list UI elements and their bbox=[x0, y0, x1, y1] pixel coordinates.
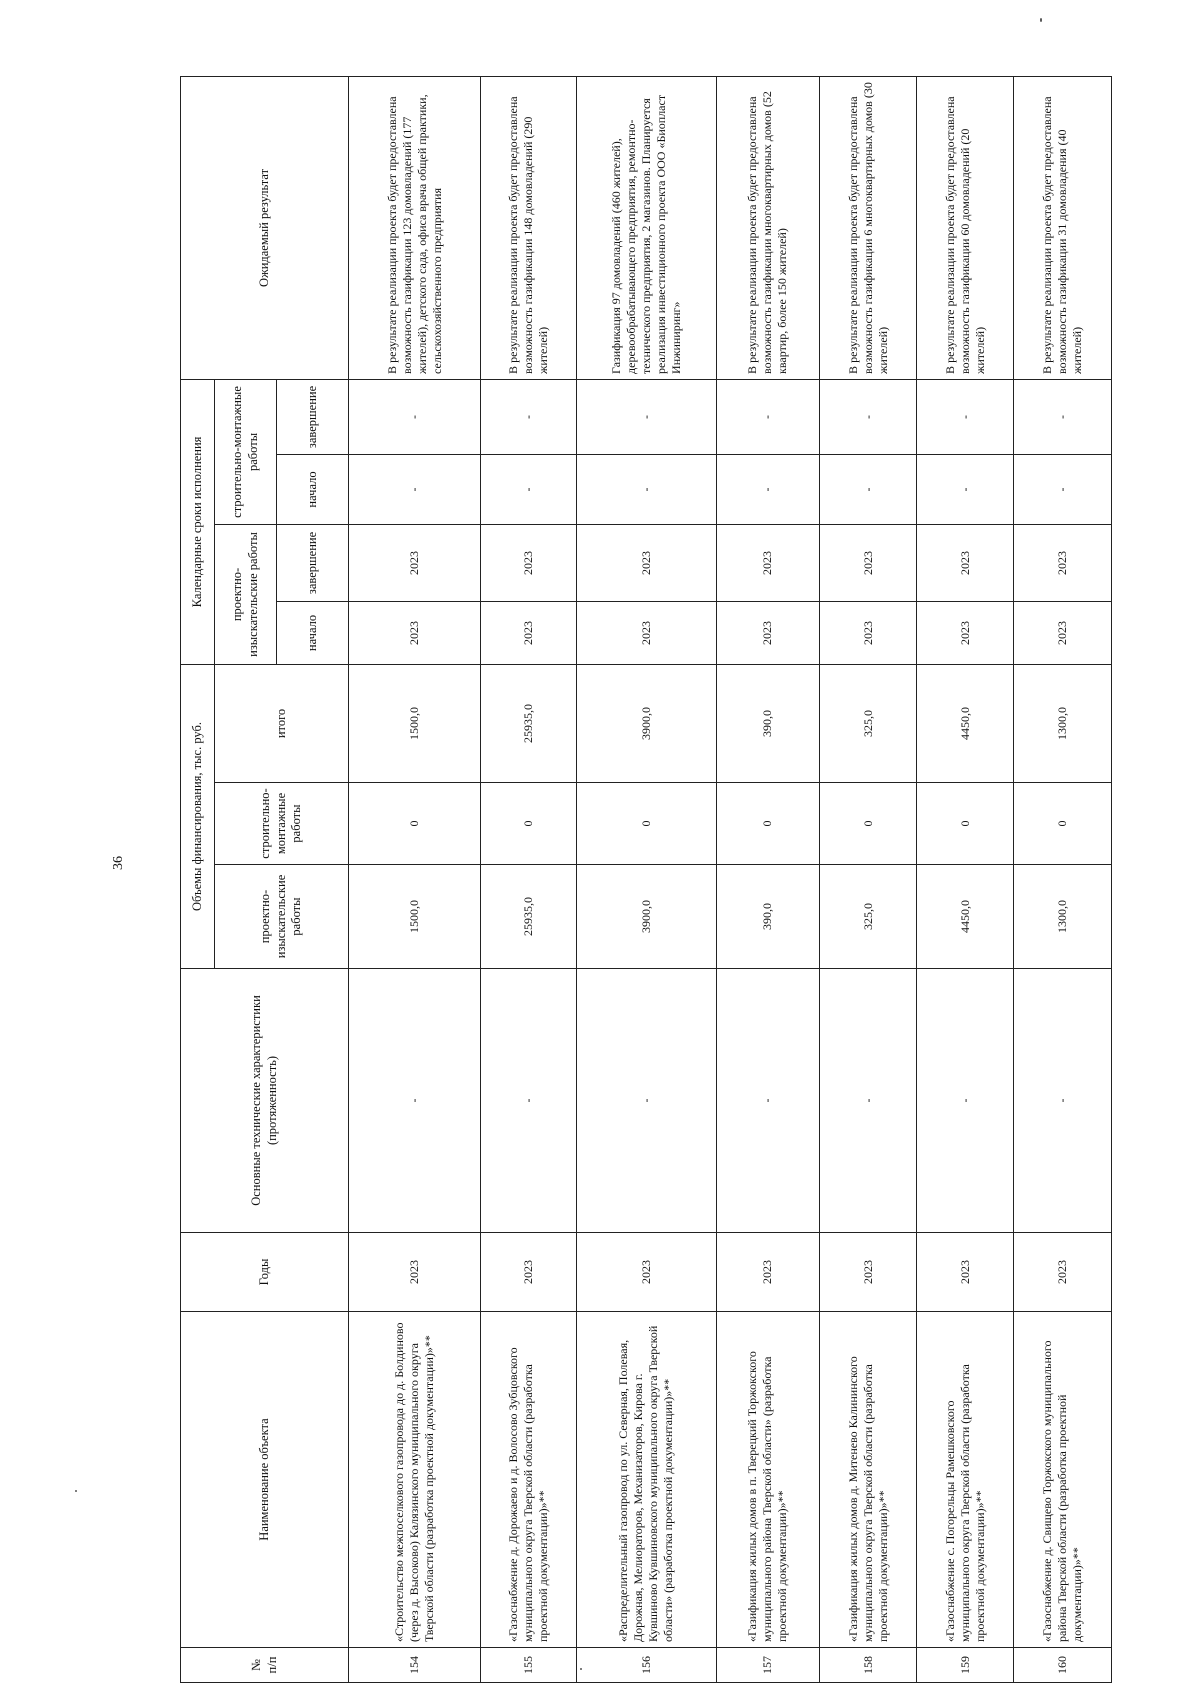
row-num: 160 bbox=[1014, 1648, 1112, 1683]
header-build-start: начало bbox=[277, 454, 349, 524]
row-tech: - bbox=[819, 969, 917, 1233]
row-build-end: - bbox=[716, 379, 819, 454]
row-build-end: - bbox=[1014, 379, 1112, 454]
header-tech: Основные технические характеристики (протяженность) bbox=[181, 969, 349, 1233]
row-num: 159 bbox=[917, 1648, 1014, 1683]
header-finance: Объемы финансирования, тыс. руб. bbox=[181, 664, 215, 968]
row-fin-design: 3900,0 bbox=[576, 865, 716, 969]
row-design-end: 2023 bbox=[481, 524, 577, 601]
object-name: «Распределительный газопровод по ул. Северная, Полевая, Дорожная, Мелиораторов, Механизаторов, Кирова г. Кувшиново Кувшиновского муниципального округа Тверской области» (разработка проектной документации)»** bbox=[576, 1312, 716, 1648]
header-name: Наименование объекта bbox=[181, 1312, 349, 1648]
row-build-start: - bbox=[917, 454, 1014, 524]
row-build-start: - bbox=[716, 454, 819, 524]
row-fin-design: 1300,0 bbox=[1014, 865, 1112, 969]
row-result: В результате реализации проекта будет предоставлена возможность газификации 148 домовладений (290 жителей) bbox=[481, 76, 577, 379]
row-tech: - bbox=[1014, 969, 1112, 1233]
row-fin-total: 325,0 bbox=[819, 664, 917, 782]
table-row bbox=[1014, 76, 1112, 1682]
object-name: «Газификация жилых домов д. Митенево Калининского муниципального округа Тверской области (разработка проектной документации)»** bbox=[819, 1312, 917, 1648]
row-build-end: - bbox=[819, 379, 917, 454]
row-year: 2023 bbox=[1014, 1233, 1112, 1312]
row-fin-build: 0 bbox=[349, 783, 481, 865]
row-tech: - bbox=[349, 969, 481, 1233]
row-fin-total: 1500,0 bbox=[349, 664, 481, 782]
header-fin-total: итого bbox=[215, 664, 349, 782]
row-tech: - bbox=[576, 969, 716, 1233]
row-fin-design: 390,0 bbox=[716, 865, 819, 969]
row-result: В результате реализации проекта будет предоставлена возможность газификации 6 многоквартирных домов (30 жителей) bbox=[819, 76, 917, 379]
row-year: 2023 bbox=[349, 1233, 481, 1312]
table-row bbox=[716, 76, 819, 1682]
row-year: 2023 bbox=[716, 1233, 819, 1312]
row-fin-build: 0 bbox=[917, 783, 1014, 865]
row-design-end: 2023 bbox=[716, 524, 819, 601]
row-num: 155 bbox=[481, 1648, 577, 1683]
row-result: В результате реализации проекта будет предоставлена возможность газификации 31 домовладения (40 жителей) bbox=[1014, 76, 1112, 379]
row-num: 154 bbox=[349, 1648, 481, 1683]
table-row bbox=[349, 76, 481, 1682]
scan-speck bbox=[1040, 18, 1042, 22]
rotated-page bbox=[180, 77, 1112, 1683]
row-fin-build: 0 bbox=[716, 783, 819, 865]
scan-speck bbox=[580, 1668, 582, 1670]
row-fin-design: 1500,0 bbox=[349, 865, 481, 969]
row-result: Газификация 97 домовладений (460 жителей), деревообрабатывающего предприятия, ремонтно-технического предприятия, 2 магазинов. Планируется реализация инвестиционного проекта ООО «Биопласт Инжиниринг» bbox=[576, 76, 716, 379]
page-number: 36 bbox=[111, 856, 126, 870]
row-build-end: - bbox=[576, 379, 716, 454]
header-dates-build: строительно-монтажные работы bbox=[215, 379, 277, 524]
row-design-start: 2023 bbox=[819, 601, 917, 664]
row-fin-design: 4450,0 bbox=[917, 865, 1014, 969]
table-header bbox=[181, 76, 349, 1682]
row-design-end: 2023 bbox=[349, 524, 481, 601]
row-fin-total: 1300,0 bbox=[1014, 664, 1112, 782]
header-build-end: завершение bbox=[277, 379, 349, 454]
object-name: «Газоснабжение д. Дорожаево и д. Волосово Зубцовского муниципального округа Тверской области (разработка проектной документации)»** bbox=[481, 1312, 577, 1648]
row-num: 158 bbox=[819, 1648, 917, 1683]
table-row bbox=[576, 76, 716, 1682]
row-design-end: 2023 bbox=[576, 524, 716, 601]
object-name: «Газификация жилых домов в п. Тверецкий Торжокского муниципального района Тверской области» (разработка проектной документации)»** bbox=[716, 1312, 819, 1648]
row-build-start: - bbox=[481, 454, 577, 524]
row-year: 2023 bbox=[576, 1233, 716, 1312]
row-design-end: 2023 bbox=[917, 524, 1014, 601]
table-row bbox=[819, 76, 917, 1682]
row-design-end: 2023 bbox=[819, 524, 917, 601]
row-tech: - bbox=[917, 969, 1014, 1233]
row-build-start: - bbox=[576, 454, 716, 524]
row-fin-design: 25935,0 bbox=[481, 865, 577, 969]
row-design-end: 2023 bbox=[1014, 524, 1112, 601]
row-tech: - bbox=[716, 969, 819, 1233]
row-year: 2023 bbox=[819, 1233, 917, 1312]
table-row bbox=[917, 76, 1014, 1682]
header-dates: Календарные сроки исполнения bbox=[181, 379, 215, 664]
header-num: № п/п bbox=[181, 1648, 349, 1683]
row-fin-build: 0 bbox=[819, 783, 917, 865]
objects-table bbox=[180, 76, 1112, 1683]
header-dates-design: проектно-изыскательские работы bbox=[215, 524, 277, 664]
row-fin-total: 25935,0 bbox=[481, 664, 577, 782]
row-year: 2023 bbox=[481, 1233, 577, 1312]
row-design-start: 2023 bbox=[349, 601, 481, 664]
row-design-start: 2023 bbox=[481, 601, 577, 664]
row-build-end: - bbox=[917, 379, 1014, 454]
object-name: «Газоснабжение с. Погорельцы Рамешковского муниципального округа Тверской области (разработка проектной документации)»** bbox=[917, 1312, 1014, 1648]
row-fin-build: 0 bbox=[576, 783, 716, 865]
row-result: В результате реализации проекта будет предоставлена возможность газификации 60 домовладений (20 жителей) bbox=[917, 76, 1014, 379]
header-fin-design: проектно-изыскательские работы bbox=[215, 865, 349, 969]
row-num: 157 bbox=[716, 1648, 819, 1683]
header-result: Ожидаемый результат bbox=[181, 76, 349, 379]
row-fin-total: 4450,0 bbox=[917, 664, 1014, 782]
row-tech: - bbox=[481, 969, 577, 1233]
row-build-end: - bbox=[481, 379, 577, 454]
header-design-start: начало bbox=[277, 601, 349, 664]
header-fin-build: строительно-монтажные работы bbox=[215, 783, 349, 865]
header-years: Годы bbox=[181, 1233, 349, 1312]
row-build-end: - bbox=[349, 379, 481, 454]
object-name: «Газоснабжение д. Свищево Торжокского муниципального района Тверской области (разработка проектной документации)»** bbox=[1014, 1312, 1112, 1648]
row-result: В результате реализации проекта будет предоставлена возможность газификации 123 домовладений (177 жителей), детского сада, офиса врача общей практики, сельскохозяйственного предприятия bbox=[349, 76, 481, 379]
row-fin-design: 325,0 bbox=[819, 865, 917, 969]
row-design-start: 2023 bbox=[1014, 601, 1112, 664]
row-build-start: - bbox=[819, 454, 917, 524]
header-design-end: завершение bbox=[277, 524, 349, 601]
row-fin-total: 390,0 bbox=[716, 664, 819, 782]
row-year: 2023 bbox=[917, 1233, 1014, 1312]
row-result: В результате реализации проекта будет предоставлена возможность газификации многоквартирных домов (52 квартир, более 150 жителей) bbox=[716, 76, 819, 379]
row-design-start: 2023 bbox=[917, 601, 1014, 664]
row-num: 156 bbox=[576, 1648, 716, 1683]
row-build-start: - bbox=[349, 454, 481, 524]
row-fin-total: 3900,0 bbox=[576, 664, 716, 782]
table-row bbox=[481, 76, 577, 1682]
row-fin-build: 0 bbox=[481, 783, 577, 865]
object-name: «Строительство межпоселкового газопровода до д. Болдиново (через д. Высоково) Калязинского муниципального округа Тверской области (разработка проектной документации)»** bbox=[349, 1312, 481, 1648]
scan-speck bbox=[75, 1490, 77, 1492]
row-design-start: 2023 bbox=[716, 601, 819, 664]
row-design-start: 2023 bbox=[576, 601, 716, 664]
row-build-start: - bbox=[1014, 454, 1112, 524]
row-fin-build: 0 bbox=[1014, 783, 1112, 865]
